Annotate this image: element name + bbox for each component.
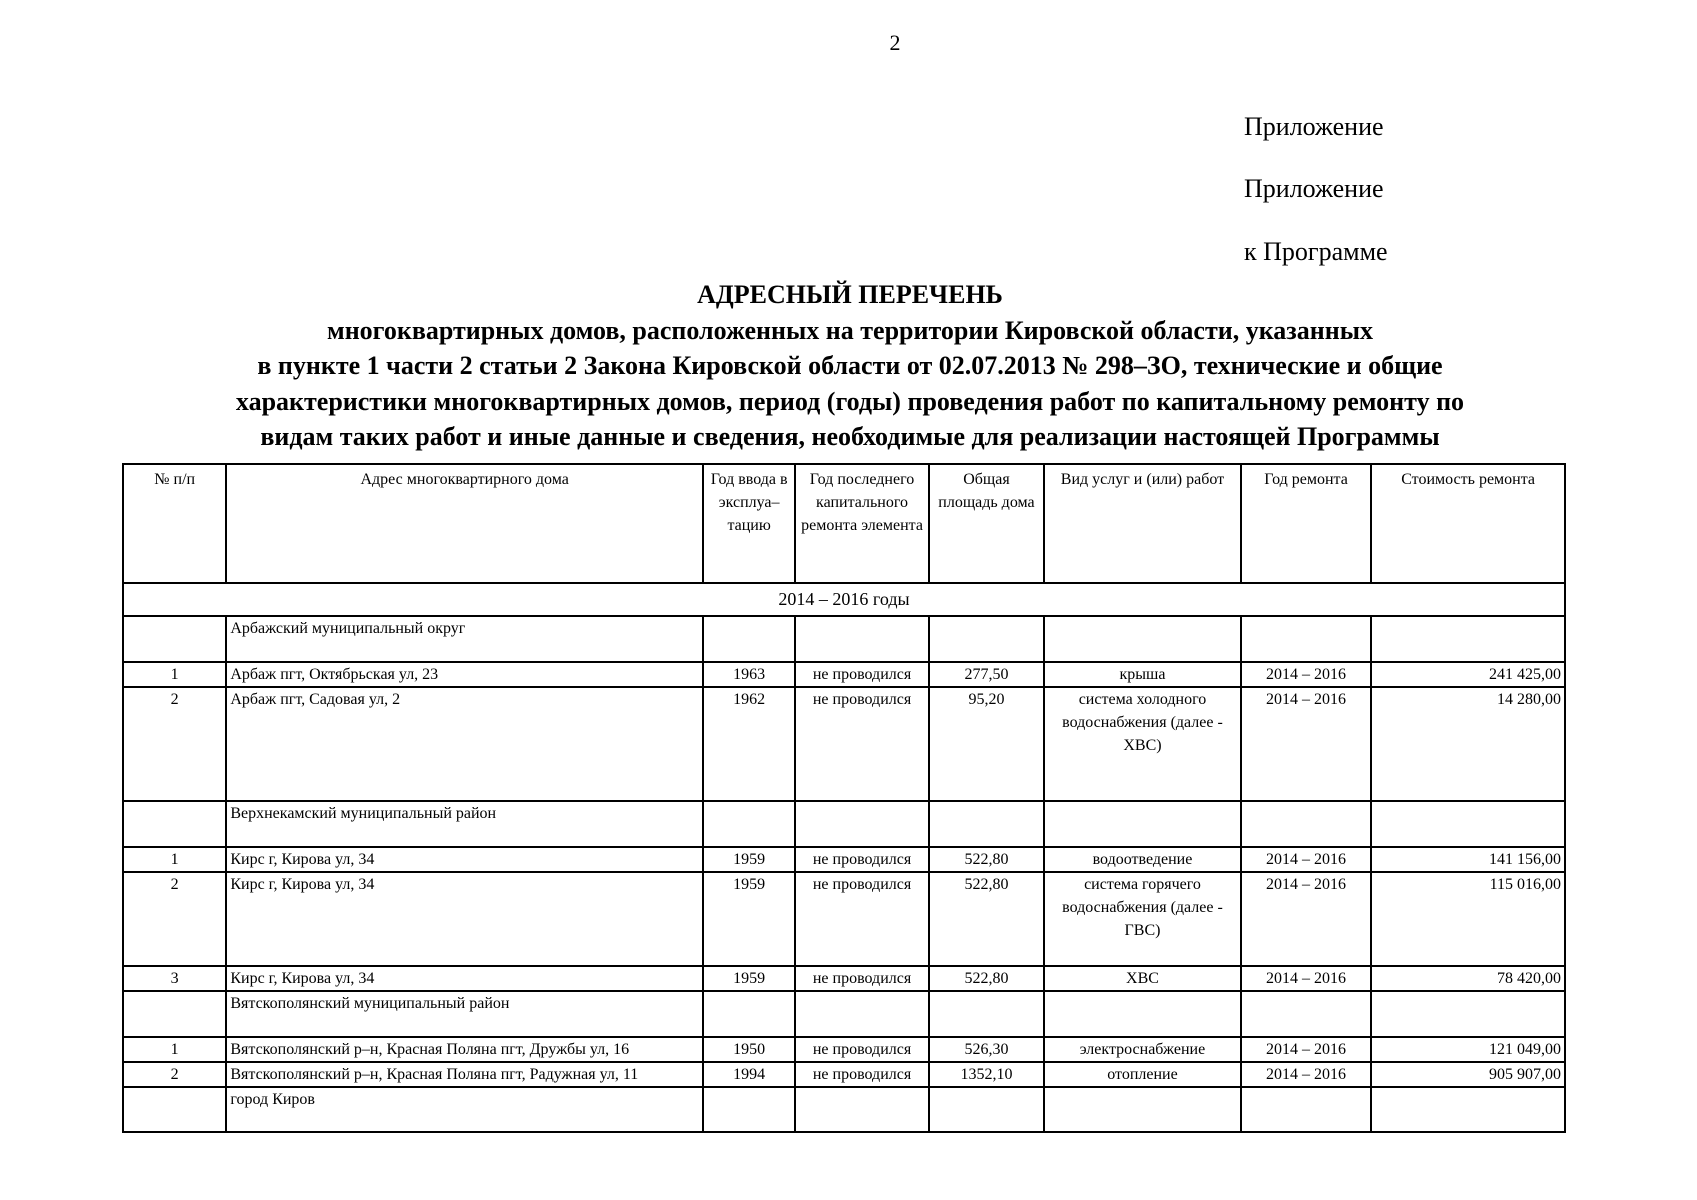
cell-repair-year: 2014 – 2016 [1241,872,1371,966]
cell-service: ХВС [1044,966,1241,991]
table-row [123,966,1565,991]
table-row [123,1037,1565,1062]
group-name: город Киров [226,1087,703,1132]
cell-last-repair: не проводился [795,966,928,991]
title-line: видам таких работ и иные данные и сведения, необходимые для реализации настоящей Программы [260,422,1440,451]
cell-service: отопление [1044,1062,1241,1087]
cell-repair-year: 2014 – 2016 [1241,847,1371,872]
group-name: Арбажский муниципальный округ [226,616,703,662]
header-address: Адрес многоквартирного дома [226,464,703,583]
cell-year: 1963 [703,662,795,687]
cell-repair-year: 2014 – 2016 [1241,966,1371,991]
header-cost: Стоимость ремонта [1371,464,1565,583]
cell-year: 1994 [703,1062,795,1087]
cell-area: 95,20 [929,687,1044,801]
header-num: № п/п [123,464,226,583]
cell-num: 2 [123,1062,226,1087]
period-label: 2014 – 2016 годы [123,583,1565,616]
title-line: многоквартирных домов, расположенных на территории Кировской области, указанных [326,315,1374,345]
table-row [123,1062,1565,1087]
page-number: 2 [889,30,901,55]
cell-area: 526,30 [929,1037,1044,1062]
cell-area: 277,50 [929,662,1044,687]
cell-year: 1959 [703,847,795,872]
group-row [123,616,1565,662]
cell-repair-year: 2014 – 2016 [1241,662,1371,687]
cell-address: Арбаж пгт, Садовая ул, 2 [226,687,703,801]
period-row [123,583,1565,616]
header-repair-year: Год ремонта [1241,464,1371,583]
cell-cost: 78 420,00 [1371,966,1565,991]
cell-num: 2 [123,687,226,801]
cell-num: 1 [123,1037,226,1062]
group-row [123,801,1565,847]
cell-address: Кирс г, Кирова ул, 34 [226,872,703,966]
cell-num: 1 [123,662,226,687]
cell-service: система горячего водоснабжения (далее - ГВС) [1044,872,1241,966]
header-area: Общая площадь дома [929,464,1044,583]
cell-cost: 141 156,00 [1371,847,1565,872]
cell-service: крыша [1044,662,1241,687]
cell-area: 522,80 [929,966,1044,991]
title-line: в пункте 1 части 2 статьи 2 Закона Кировской области от 02.07.2013 № 298–ЗО, технические и общие [257,351,1443,380]
cell-service: система холодного водоснабжения (далее - ХВС) [1044,687,1241,801]
cell-year: 1959 [703,966,795,991]
document-title [140,277,1560,455]
cell-area: 522,80 [929,847,1044,872]
cell-year: 1962 [703,687,795,801]
cell-cost: 905 907,00 [1371,1062,1565,1087]
table-row [123,872,1565,966]
cell-year: 1950 [703,1037,795,1062]
header-year-built: Год ввода в эксплуа– тацию [703,464,795,583]
cell-address: Вятскополянский р–н, Красная Поляна пгт, Дружбы ул, 16 [226,1037,703,1062]
cell-address: Кирс г, Кирова ул, 34 [226,847,703,872]
appendix-label: Приложение [1244,174,1384,203]
cell-cost: 115 016,00 [1371,872,1565,966]
cell-cost: 241 425,00 [1371,662,1565,687]
cell-area: 1352,10 [929,1062,1044,1087]
title-heading: АДРЕСНЫЙ ПЕРЕЧЕНЬ [697,280,1003,309]
group-name: Верхнекамский муниципальный район [226,801,703,847]
cell-repair-year: 2014 – 2016 [1241,1037,1371,1062]
cell-cost: 14 280,00 [1371,687,1565,801]
cell-num: 1 [123,847,226,872]
title-line: характеристики многоквартирных домов, период (годы) проведения работ по капитальному ремонту по [235,386,1465,416]
cell-last-repair: не проводился [795,847,928,872]
cell-repair-year: 2014 – 2016 [1241,1062,1371,1087]
appendix-program-label: к Программе [1244,237,1388,266]
group-row [123,1087,1565,1132]
cell-address: Кирс г, Кирова ул, 34 [226,966,703,991]
group-row [123,991,1565,1037]
cell-service: электроснабжение [1044,1037,1241,1062]
header-service: Вид услуг и (или) работ [1044,464,1241,583]
cell-last-repair: не проводился [795,662,928,687]
table-row [123,687,1565,801]
cell-last-repair: не проводился [795,1037,928,1062]
appendix-label: Приложение [1244,112,1384,141]
cell-year: 1959 [703,872,795,966]
cell-repair-year: 2014 – 2016 [1241,687,1371,801]
cell-last-repair: не проводился [795,1062,928,1087]
table-header-row [123,464,1565,583]
address-register-table [122,463,1566,1133]
group-name: Вятскополянский муниципальный район [226,991,703,1037]
table-row [123,847,1565,872]
cell-last-repair: не проводился [795,872,928,966]
header-last-repair: Год последнего капитального ремонта элемента [795,464,928,583]
cell-num: 3 [123,966,226,991]
cell-address: Арбаж пгт, Октябрьская ул, 23 [226,662,703,687]
cell-area: 522,80 [929,872,1044,966]
cell-service: водоотведение [1044,847,1241,872]
cell-cost: 121 049,00 [1371,1037,1565,1062]
table-row [123,662,1565,687]
cell-address: Вятскополянский р–н, Красная Поляна пгт, Радужная ул, 11 [226,1062,703,1087]
cell-last-repair: не проводился [795,687,928,801]
cell-num: 2 [123,872,226,966]
